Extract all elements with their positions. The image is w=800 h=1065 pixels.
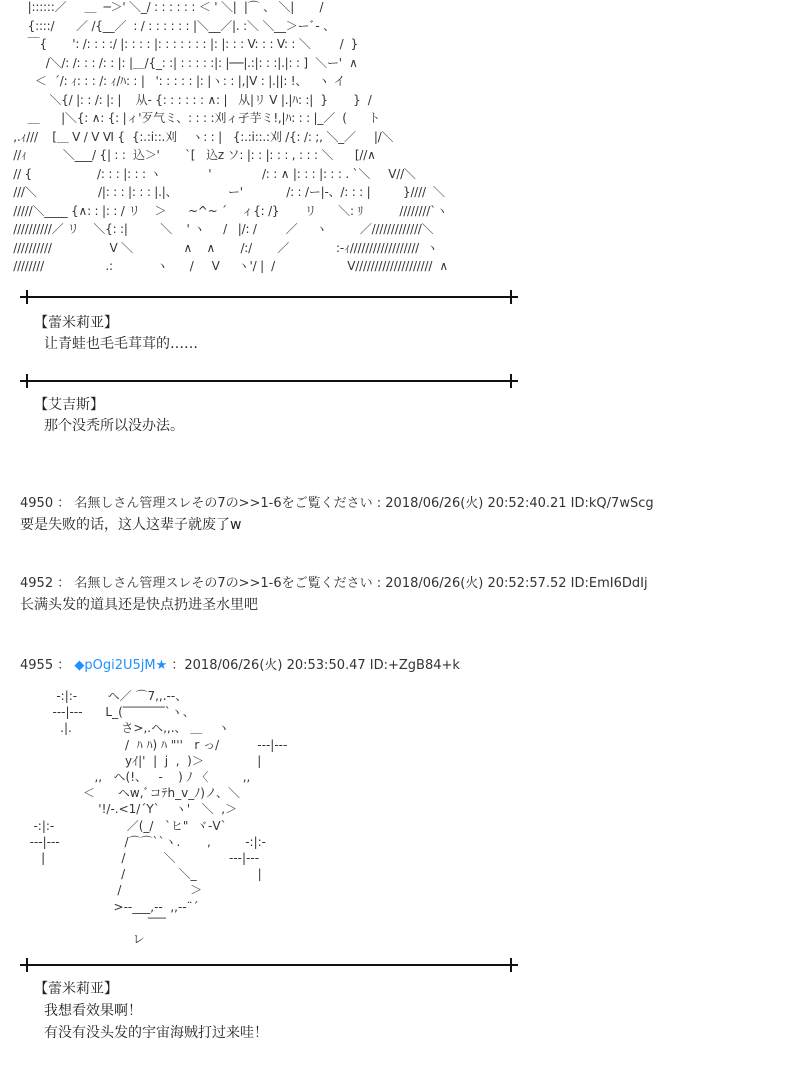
post-header: 4950 ： 名無しさん管理スレその7の>>1-6をご覧ください : 2018/06/26(火) 20:52:40.21 ID:kQ/7wScg [20,496,654,511]
rule-line [20,296,518,298]
poster-trip-link[interactable]: ◆pOgi2U5jM★ [74,658,168,673]
post-body: 要是失败的话，这人这辈子就废了w [20,517,242,533]
rule-cap-right [510,374,512,388]
divider-rule [20,374,518,388]
post-header [20,654,460,673]
dialogue-line: 我想看效果啊！ [44,1003,142,1019]
ascii-art-bottom: -:|:- ヘ／ ⌒7,,.--、 -‐-|-‐- L_(‾‾‾‾‾‾‾`ヽ、 .|. さ>,.ヘ,,.、 ＿ ヽ / ﾊ ﾊ) ﾊ "'' r っ/ -‐-|-‐- yｲ|' | j , )＞ | ,, ヘ(!、 - ) ﾉ 〈 ,, ＜ ヘw,ﾞコﾃh_v_ﾉ)ノ、＼ '!/‐.<1/´Y` ヽ' ＼ ,＞ -:|:- ／(_/ `ヒ" ヾ-V` -‐-|-‐- /⌒⌒``ヽ. , -:|:- | / ＼ -‐-|-‐- / ＼_ | / ＞ >‐-___,-‐ ,,--¨´ ‾‾‾ レ [29,689,288,947]
dialogue-line: 有没有没头发的宇宙海贼打过来哇！ [44,1025,268,1041]
post-header: 4952 ： 名無しさん管理スレその7の>>1-6をご覧ください : 2018/06/26(火) 20:52:57.52 ID:EmI6DdIj [20,576,648,591]
speaker-name: 【蕾米莉亚】 [34,981,118,997]
speaker-name: 【蕾米莉亚】 [34,315,118,331]
speaker-name: 【艾吉斯】 [34,397,104,413]
post-number: 4955 ： [20,658,71,673]
rule-line [20,964,518,966]
dialogue-line: 让青蛙也毛毛茸茸的…… [44,336,198,352]
divider-rule [20,958,518,972]
rule-cap-right [510,290,512,304]
post-body: 长满头发的道具还是快点扔进圣水里吧 [20,597,258,613]
rule-line [20,380,518,382]
rule-cap-right [510,958,512,972]
post-meta: ：2018/06/26(火) 20:53:50.47 ID:+ZgB84+k [171,658,460,673]
ascii-art-top: |::::::／ ＿ ─＞' ＼_/ : : : : : : ＜ ' ＼| |⌒ 、 ＼| / {::::/ ／ /{__／ : / : : : : : : |＼__／|. :＼ ＼__＞ーﾞ- 、 ￣{ ': /: : : :/ |: : : : |: : : : : : : |: |: : : V: : : V: : ＼ / } /＼/: /: : : /: : |: |＿/{_: :| : : : : :|: |──|.:|: : :|.|: : ] ＼ー' ∧ ＜ ´/: ｨ: : : /: ｨ/ﾊ: : | ': : : : : |: |ヽ: : |,|V : |.||: !、 ヽ イ ＼{/ |: : /: |: | 从- {: : : : : : ∧: | 从|リ V |.|ﾊ: :| } } / ＿ |＼{: ∧: {: |ィ'歹气ミ、: : : :刈ィ孑芋ミ!,|ﾊ: : : |_／ ( ト ,.ｨ/// [＿ V / V Ⅵ { {:.:i::.刈 ヽ: : | {:.:i::.:刈 /{: /: ;, ＼_／ |/＼ //ｨ ＼___/ {| : : 込＞' `[ 込z ソ: |: : |: : : , : : : ＼ [//∧ // { /: : : |: : : ヽ ' /: : ∧ |: : : |: : : . `＼ V//＼ ///＼ /|: : : |: : : |.|、 ー' /: : /ー|-、/: : : | }//// ＼ /////＼____ {∧: : |: : / リ ＞ ~^~ ´ ィ{: /} リ ＼: ﾘ ////////`ヽ //////////／ リ ＼{: :| ＼ ' ヽ / |/: / ／ ヽ ／/////////////＼ ////////// V ＼ ∧ ∧ /:/ ／ :-ｨ////////////////// ヽ //////// .: ヽ / V ヽ'/ | / V//////////////////// ∧ [13,0,448,273]
dialogue-line: 那个没秃所以没办法。 [44,418,184,434]
divider-rule [20,290,518,304]
